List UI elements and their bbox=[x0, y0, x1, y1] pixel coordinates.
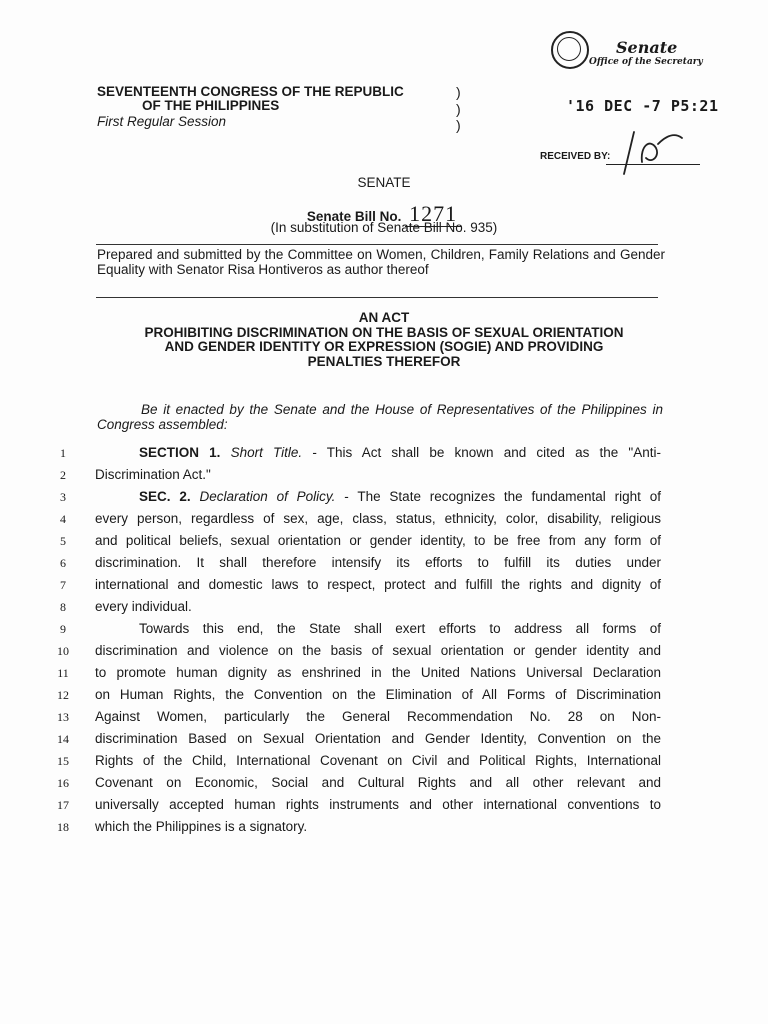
congress-line-1: SEVENTEENTH CONGRESS OF THE REPUBLIC bbox=[97, 84, 404, 99]
line-number: 14 bbox=[57, 732, 69, 746]
body-line bbox=[52, 465, 672, 487]
line-number: 8 bbox=[60, 600, 66, 614]
line-number: 10 bbox=[57, 644, 69, 658]
body-line bbox=[52, 773, 672, 795]
stamp-senate: Senate bbox=[616, 38, 678, 57]
body-line bbox=[52, 685, 672, 707]
line-number: 5 bbox=[60, 534, 66, 548]
senate-heading: SENATE bbox=[357, 175, 411, 190]
body-line bbox=[52, 707, 672, 729]
act-title-line: PROHIBITING DISCRIMINATION ON THE BASIS OF SEXUAL ORIENTATION bbox=[144, 324, 624, 340]
body-line bbox=[52, 663, 672, 685]
bill-number: 1271 bbox=[405, 201, 461, 227]
stamp-office: Office of the Secretary bbox=[589, 57, 703, 67]
line-text: Discrimination Act." bbox=[95, 467, 211, 482]
body-line bbox=[52, 641, 672, 663]
body-line bbox=[52, 553, 672, 575]
line-text bbox=[95, 489, 661, 504]
section-text: - The State recognizes the fundamental right of bbox=[335, 489, 661, 504]
enacting-clause: Be it enacted by the Senate and the House of Representatives of the Philippines in Congress assembled: bbox=[97, 402, 663, 432]
line-number: 2 bbox=[60, 468, 66, 482]
section-text: - This Act shall be known and cited as the "Anti- bbox=[302, 445, 661, 460]
body-line bbox=[52, 619, 672, 641]
congress-line-2: OF THE PHILIPPINES bbox=[142, 98, 280, 113]
prepared-by-text: Prepared and submitted by the Committee on Women, Children, Family Relations and Gender Equality with Senator Risa Hontiveros as author thereof bbox=[97, 247, 665, 277]
body-line bbox=[52, 509, 672, 531]
line-number: 9 bbox=[60, 622, 66, 636]
section-label: SEC. 2. bbox=[139, 489, 191, 504]
line-number: 6 bbox=[60, 556, 66, 570]
line-text: international and domestic laws to respect, protect and fulfill the rights and dignity of bbox=[95, 577, 661, 592]
line-text: and political beliefs, sexual orientation or gender identity, to be free from any form of bbox=[95, 533, 661, 548]
body-line bbox=[52, 487, 672, 509]
section-label: SECTION 1. bbox=[139, 445, 221, 460]
line-number: 18 bbox=[57, 820, 69, 834]
act-title-line: AN ACT bbox=[358, 310, 410, 325]
act-title bbox=[0, 311, 768, 369]
line-text: Covenant on Economic, Social and Cultural Rights and all other relevant and bbox=[95, 775, 661, 790]
bracket-paren: ) bbox=[456, 117, 461, 133]
body-line bbox=[52, 795, 672, 817]
line-text: discrimination Based on Sexual Orientation and Gender Identity, Convention on the bbox=[95, 731, 661, 746]
body-line bbox=[52, 443, 672, 465]
stamp-date: '16 DEC -7 P5:21 bbox=[566, 97, 719, 115]
body-line bbox=[52, 575, 672, 597]
line-number: 3 bbox=[60, 490, 66, 504]
divider-top bbox=[96, 244, 658, 245]
line-number: 17 bbox=[57, 798, 69, 812]
line-text: universally accepted human rights instruments and other international conventions to bbox=[95, 797, 661, 812]
received-by-label: RECEIVED BY: bbox=[540, 151, 611, 162]
line-number: 12 bbox=[57, 688, 69, 702]
body-line bbox=[52, 729, 672, 751]
act-title-line: PENALTIES THEREFOR bbox=[307, 353, 461, 369]
line-text: Towards this end, the State shall exert efforts to address all forms of bbox=[139, 621, 661, 636]
line-text: Against Women, particularly the General Recommendation No. 28 on Non- bbox=[95, 709, 661, 724]
line-text: which the Philippines is a signatory. bbox=[95, 819, 308, 834]
line-number: 13 bbox=[57, 710, 69, 724]
bill-body bbox=[52, 443, 672, 839]
line-text: every individual. bbox=[95, 599, 192, 614]
line-number: 7 bbox=[60, 578, 66, 592]
body-line bbox=[52, 817, 672, 839]
session-label: First Regular Session bbox=[97, 114, 227, 129]
handwritten-signature bbox=[612, 118, 692, 178]
substitution-note: (In substitution of Senate Bill No. 935) bbox=[270, 220, 498, 235]
line-text: discrimination. It shall therefore intensify its efforts to fulfill its duties under bbox=[95, 555, 661, 570]
line-number: 15 bbox=[57, 754, 69, 768]
line-text: to promote human dignity as enshrined in the United Nations Universal Declaration bbox=[95, 665, 661, 680]
line-text: on Human Rights, the Convention on the Elimination of All Forms of Discrimination bbox=[95, 687, 661, 702]
line-number: 4 bbox=[60, 512, 66, 526]
act-title-line: AND GENDER IDENTITY OR EXPRESSION (SOGIE) AND PROVIDING bbox=[164, 339, 604, 354]
body-line bbox=[52, 751, 672, 773]
line-text bbox=[95, 445, 661, 460]
line-number: 16 bbox=[57, 776, 69, 790]
divider-bottom bbox=[96, 297, 658, 298]
bracket-paren: ) bbox=[456, 101, 461, 117]
body-line bbox=[52, 597, 672, 619]
section-title: Declaration of Policy. bbox=[199, 489, 336, 504]
body-line bbox=[52, 531, 672, 553]
line-text: discrimination and violence on the basis of sexual orientation or gender identity and bbox=[95, 643, 661, 658]
bracket-paren: ) bbox=[456, 84, 461, 100]
line-text: Rights of the Child, International Covenant on Civil and Political Rights, International bbox=[95, 753, 661, 768]
bill-label: Senate Bill No. bbox=[306, 209, 402, 224]
section-title: Short Title. bbox=[230, 445, 303, 460]
line-number: 11 bbox=[57, 666, 69, 680]
line-number: 1 bbox=[60, 446, 66, 460]
line-text: every person, regardless of sex, age, class, status, ethnicity, color, disability, religious bbox=[95, 511, 661, 526]
seal-inner-ring bbox=[557, 37, 581, 61]
